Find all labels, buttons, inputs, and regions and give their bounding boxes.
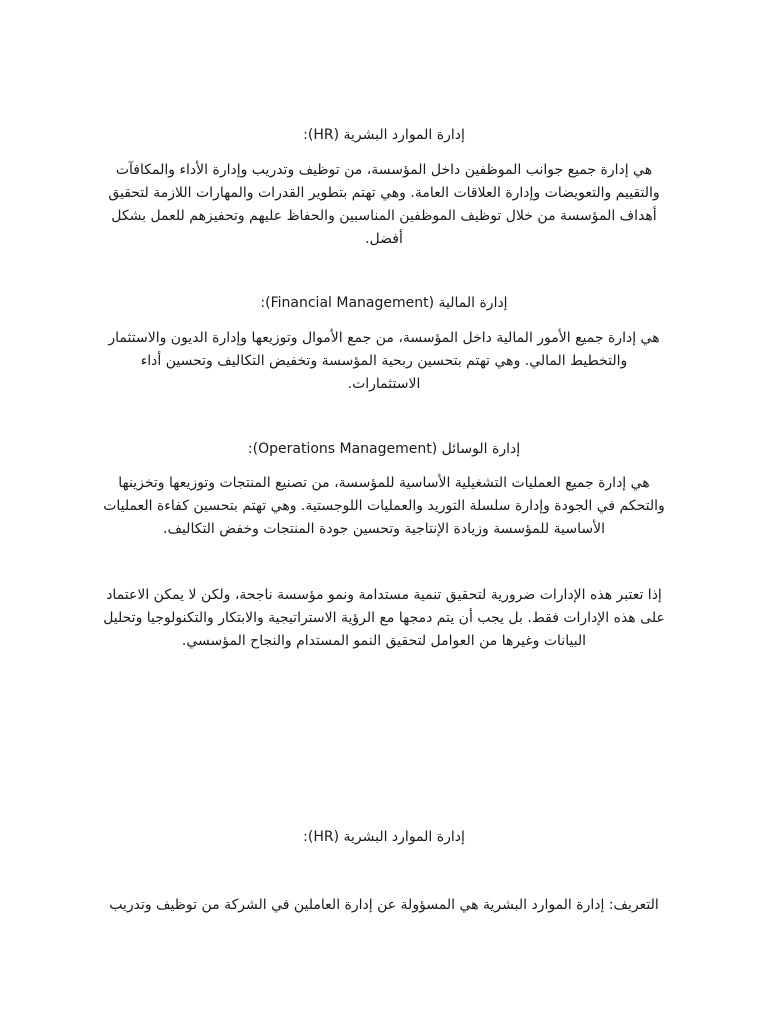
paragraph-line: الأساسية للمؤسسة وزيادة الإنتاجية وتحسين جودة المنتجات وخفض التكاليف. [163, 521, 605, 537]
section-heading-finance: إدارة المالية (Financial Management): [260, 295, 508, 311]
paragraph-line: والتخطيط المالي. وهي تهتم بتحسين ربحية المؤسسة وتخفيض التكاليف وتحسين أداء [140, 353, 628, 369]
section-heading-hr-2: إدارة الموارد البشرية (HR): [303, 829, 465, 845]
paragraph-line: البيانات وغيرها من العوامل لتحقيق النمو المستدام والنجاح المؤسسي. [181, 633, 587, 649]
section-heading-hr: إدارة الموارد البشرية (HR): [303, 127, 465, 143]
paragraph-line: على هذه الإدارات فقط. بل يجب أن يتم دمجها مع الرؤية الاستراتيجية والابتكار والتكنولوجيا وتحليل [103, 610, 665, 626]
paragraph-line: والتحكم في الجودة وإدارة سلسلة التوريد والعمليات اللوجستية. وهي تهتم بتحسين كفاءة العمليات [103, 498, 665, 514]
paragraph-line: هي إدارة جميع العمليات التشغيلية الأساسية للمؤسسة، من تصنيع المنتجات وتوزيعها وتخزينها [118, 475, 650, 491]
paragraph-line: التعريف: إدارة الموارد البشرية هي المسؤولة عن إدارة العاملين في الشركة من توظيف وتدريب [109, 897, 659, 913]
paragraph-line: الاستثمارات. [347, 376, 421, 392]
section-heading-operations: إدارة الوسائل (Operations Management): [247, 441, 521, 457]
paragraph-line: إذا تعتبر هذه الإدارات ضرورية لتحقيق تنمية مستدامة ونمو مؤسسة ناجحة، ولكن لا يمكن الاعتماد [106, 587, 662, 603]
paragraph-line: أهداف المؤسسة من خلال توظيف الموظفين المناسبين والحفاظ عليهم وتحفيزهم للعمل بشكل [111, 208, 657, 224]
paragraph-line: أفضل. [365, 231, 403, 247]
paragraph-line: والتقييم والتعويضات وإدارة العلاقات العامة. وهي تهتم بتطوير القدرات والمهارات اللازمة لتحقيق [108, 185, 660, 201]
paragraph-line: هي إدارة جميع الأمور المالية داخل المؤسسة، من جمع الأموال وتوزيعها وإدارة الديون والاستثمار [108, 330, 660, 346]
paragraph-line: هي إدارة جميع جوانب الموظفين داخل المؤسسة، من توظيف وتدريب وإدارة الأداء والمكافآت [115, 162, 653, 178]
